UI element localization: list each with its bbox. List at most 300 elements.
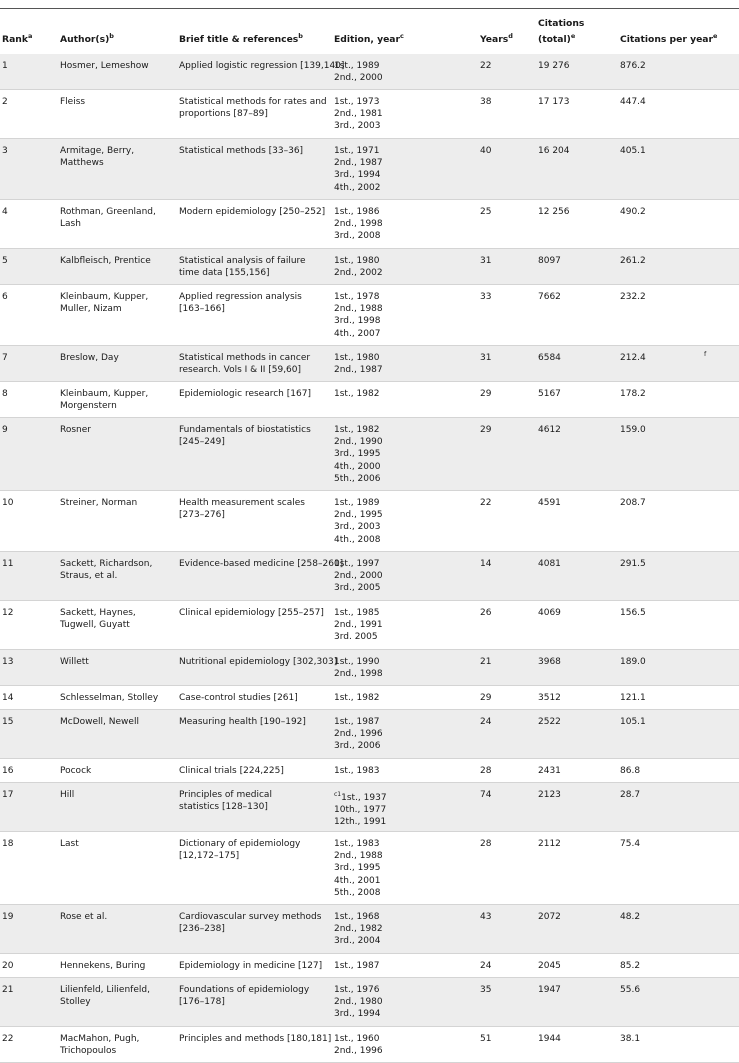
header-years-label: Years (480, 34, 509, 45)
edition-cell-line (334, 850, 383, 862)
years-cell: 31 (480, 256, 492, 266)
edition-text: 1st., 1980 (334, 353, 380, 363)
rank-cell: 12 (2, 608, 14, 618)
header-edition-note: c (400, 31, 404, 40)
table-row (0, 759, 739, 783)
title-cell (179, 96, 327, 120)
edition-cell-line (334, 182, 383, 194)
citations-total-cell: 17 173 (538, 97, 570, 107)
citations-per-year-cell: 48.2 (620, 912, 641, 922)
edition-cell (334, 497, 383, 546)
header-citations-line2: (total) (538, 34, 571, 45)
years-cell: 43 (480, 912, 492, 922)
edition-cell-line (334, 509, 383, 521)
header-citations-per-year (620, 30, 717, 46)
years-cell: 29 (480, 693, 492, 703)
edition-text: 1st., 1982 (334, 693, 380, 703)
citations-total-cell: 5167 (538, 389, 561, 399)
title-cell-line: Fundamentals of biostatistics (179, 425, 311, 435)
citations-per-year-cell: 86.8 (620, 766, 641, 776)
edition-text: 3rd., 2008 (334, 231, 381, 242)
citations-total-cell: 4612 (538, 425, 561, 435)
title-cell (179, 716, 306, 728)
edition-cell-line (334, 1008, 383, 1020)
header-edition-label: Edition, year (334, 34, 401, 45)
citations-total-cell: 4081 (538, 559, 561, 569)
header-cpy-label: Citations per year (620, 34, 714, 45)
edition-cell-line (334, 887, 383, 899)
edition-cell-line (334, 96, 383, 108)
edition-cell (334, 145, 383, 194)
citations-per-year-cell: 28.7 (620, 790, 641, 800)
edition-text: 2nd., 2000 (334, 73, 383, 84)
title-cell-line: Applied logistic regression [139,140] (179, 61, 345, 71)
edition-cell-line (334, 364, 383, 376)
edition-cell (334, 96, 383, 133)
header-citations-line1: Citations (538, 17, 585, 29)
title-cell-line: Evidence-based medicine [258–260] (179, 559, 344, 569)
authors-cell-line: Streiner, Norman (60, 498, 138, 508)
title-cell-line: Statistical methods [33–36] (179, 146, 304, 156)
edition-cell-line (334, 935, 383, 947)
citations-total-cell: 3968 (538, 657, 561, 667)
years-cell: 28 (480, 766, 492, 776)
edition-cell-line (334, 328, 383, 340)
header-title (179, 30, 303, 46)
edition-cell (334, 607, 383, 644)
edition-text: 1st., 1968 (334, 912, 380, 922)
title-cell-line: Health measurement scales (179, 498, 305, 508)
authors-cell-line: Muller, Nizam (60, 304, 122, 315)
authors-cell-line: Hill (60, 790, 75, 800)
citations-total-cell: 1944 (538, 1034, 561, 1044)
edition-text: 3rd., 2005 (334, 583, 381, 594)
rank-cell: 11 (2, 559, 14, 569)
title-cell-line: proportions [87–89] (179, 109, 268, 120)
edition-text: 2nd., 1990 (334, 437, 383, 448)
authors-cell (60, 497, 137, 509)
title-cell-line: Case-control studies [261] (179, 693, 298, 703)
table-row (0, 905, 739, 954)
table-row (0, 285, 739, 346)
citations-per-year-cell: 405.1 (620, 146, 646, 156)
rank-cell: 2 (2, 97, 8, 107)
edition-text: 1st., 1937 (341, 793, 387, 803)
edition-text: 4th., 2008 (334, 534, 381, 545)
authors-cell-line: MacMahon, Pugh, (60, 1034, 140, 1044)
title-cell-line: time data [155,156] (179, 268, 270, 279)
authors-cell-line: Kalbfleisch, Prentice (60, 256, 151, 266)
rank-cell: 21 (2, 985, 14, 995)
title-cell (179, 838, 300, 862)
edition-cell-line (334, 521, 383, 533)
title-cell-line: Principles and methods [180,181] (179, 1034, 332, 1044)
authors-cell (60, 838, 79, 850)
rank-cell: 16 (2, 766, 14, 776)
edition-cell (334, 291, 383, 340)
edition-text: 1st., 1980 (334, 256, 380, 266)
edition-cell-line (334, 558, 383, 570)
edition-text: 2nd., 1991 (334, 620, 383, 631)
citations-per-year-cell: 38.1 (620, 1034, 641, 1044)
edition-text: 5th., 2008 (334, 887, 381, 898)
authors-cell-line: Matthews (60, 158, 104, 169)
rank-cell: 15 (2, 717, 14, 727)
edition-cell (334, 656, 383, 680)
edition-text: 4th., 2000 (334, 461, 381, 472)
edition-cell-line (334, 230, 383, 242)
edition-cell-line (334, 108, 383, 120)
authors-cell-line: Hennekens, Buring (60, 961, 146, 971)
edition-text: 3rd., 1994 (334, 170, 381, 181)
table-row (0, 710, 739, 759)
title-cell-line: research. Vols I & II [59,60] (179, 365, 302, 376)
edition-cell (334, 1033, 383, 1057)
citations-per-year-cell: 189.0 (620, 657, 646, 667)
authors-cell-line: Fleiss (60, 97, 86, 107)
citations-total-cell: 12 256 (538, 207, 570, 217)
table-row (0, 783, 739, 832)
citations-total-cell: 3512 (538, 693, 561, 703)
title-cell-line: statistics [128–130] (179, 802, 268, 813)
edition-text: 3rd., 2003 (334, 121, 381, 132)
title-cell-line: [236–238] (179, 924, 225, 935)
table-row (0, 552, 739, 601)
title-cell (179, 352, 310, 376)
title-cell-line: [12,172–175] (179, 851, 240, 862)
edition-cell (334, 911, 383, 948)
edition-text: 1st., 1989 (334, 498, 380, 508)
edition-cell-line (334, 816, 387, 828)
authors-cell-line: Kleinbaum, Kupper, (60, 292, 149, 302)
authors-cell-line: Tugwell, Guyatt (60, 620, 130, 631)
title-cell (179, 984, 309, 1008)
edition-text: 4th., 2002 (334, 182, 381, 193)
edition-text: 10th., 1977 (334, 805, 387, 816)
citations-per-year-cell: 85.2 (620, 961, 641, 971)
authors-cell-line: Rosner (60, 425, 91, 435)
table-row (0, 382, 739, 418)
authors-cell (60, 558, 152, 582)
title-cell (179, 206, 325, 218)
years-cell: 35 (480, 985, 492, 995)
edition-text: 1st., 1990 (334, 657, 380, 667)
citations-total-cell: 2522 (538, 717, 561, 727)
authors-cell (60, 255, 151, 267)
edition-text: 2nd., 1998 (334, 219, 383, 230)
header-citations-note: e (570, 31, 576, 40)
edition-cell-line (334, 862, 383, 874)
citations-total-cell: 2072 (538, 912, 561, 922)
citations-per-year-cell: 232.2 (620, 292, 646, 302)
edition-cell-line (334, 570, 383, 582)
header-edition (334, 30, 404, 46)
edition-cell-line (334, 291, 383, 303)
edition-text: 1st., 1982 (334, 425, 380, 435)
authors-cell-line: Willett (60, 657, 89, 667)
edition-cell-line (334, 255, 383, 267)
rank-cell: 8 (2, 389, 8, 399)
citations-per-year-cell: 156.5 (620, 608, 646, 618)
edition-cell-line (334, 218, 383, 230)
authors-cell-line: Last (60, 839, 79, 849)
title-cell-line: [163–166] (179, 304, 225, 315)
citations-per-year-cell: 75.4 (620, 839, 641, 849)
years-cell: 21 (480, 657, 492, 667)
authors-cell (60, 984, 150, 1008)
title-cell (179, 291, 302, 315)
header-years (480, 30, 513, 46)
edition-cell-line (334, 1045, 383, 1057)
edition-text: 3rd. 2005 (334, 632, 378, 643)
table-row (0, 139, 739, 200)
authors-cell (60, 424, 91, 436)
title-cell (179, 1033, 331, 1045)
header-years-note: d (508, 31, 513, 40)
title-cell-line: Applied regression analysis (179, 292, 302, 302)
authors-cell (60, 145, 134, 169)
title-cell (179, 60, 344, 72)
citations-per-year-cell: 178.2 (620, 389, 646, 399)
years-cell: 29 (480, 425, 492, 435)
years-cell: 22 (480, 498, 492, 508)
edition-text: 2nd., 1998 (334, 669, 383, 680)
citations-per-year-cell: 447.4 (620, 97, 646, 107)
edition-text: 2nd., 1982 (334, 924, 383, 935)
table-row (0, 601, 739, 650)
authors-cell (60, 960, 145, 972)
citations-per-year-cell: 212.4 (620, 353, 646, 363)
table-row (0, 54, 739, 90)
citations-per-year-cell: 291.5 (620, 559, 646, 569)
rank-cell: 14 (2, 693, 14, 703)
authors-cell-line: McDowell, Newell (60, 717, 139, 727)
edition-cell-line (334, 436, 383, 448)
rank-cell: 17 (2, 790, 14, 800)
edition-text: 2nd., 1980 (334, 997, 383, 1008)
authors-cell (60, 716, 139, 728)
citations-per-year-cell: 121.1 (620, 693, 646, 703)
authors-cell-line: Armitage, Berry, (60, 146, 135, 156)
edition-text: 1st., 1976 (334, 985, 380, 995)
title-cell (179, 960, 322, 972)
citations-per-year-cell: 490.2 (620, 207, 646, 217)
authors-cell-line: Trichopoulos (60, 1046, 117, 1057)
rank-cell: 13 (2, 657, 14, 667)
edition-cell-line (334, 169, 383, 181)
table-row (0, 346, 739, 382)
authors-cell (60, 291, 148, 315)
title-cell-line: [273–276] (179, 510, 225, 521)
edition-cell-line (334, 534, 383, 546)
title-cell-line: [176–178] (179, 997, 225, 1008)
title-cell (179, 497, 305, 521)
title-cell-line: Statistical analysis of failure (179, 256, 306, 266)
years-cell: 51 (480, 1034, 492, 1044)
edition-text: 1st., 1978 (334, 292, 380, 302)
authors-cell (60, 388, 148, 412)
edition-text: 2nd., 2000 (334, 571, 383, 582)
title-cell-line: Statistical methods for rates and (179, 97, 327, 107)
header-authors-note: b (109, 31, 114, 40)
edition-text: 1st., 1983 (334, 839, 380, 849)
edition-text: 3rd., 2003 (334, 522, 381, 533)
edition-cell-line (334, 473, 383, 485)
table-row (0, 686, 739, 710)
authors-cell (60, 352, 119, 364)
rank-cell: 18 (2, 839, 14, 849)
edition-text: 1st., 1987 (334, 717, 380, 727)
title-cell (179, 388, 311, 400)
edition-cell-line (334, 267, 383, 279)
edition-cell (334, 960, 379, 972)
title-cell (179, 656, 337, 668)
edition-text: 5th., 2006 (334, 473, 381, 484)
title-cell (179, 789, 272, 813)
edition-cell-line (334, 315, 383, 327)
edition-cell-line (334, 424, 383, 436)
table-row (0, 90, 739, 139)
edition-cell-line (334, 656, 383, 668)
citations-total-cell: 1947 (538, 985, 561, 995)
citations-per-year-cell: 159.0 (620, 425, 646, 435)
citations-per-year-cell: 261.2 (620, 256, 646, 266)
title-cell-line: Clinical epidemiology [255–257] (179, 608, 324, 618)
authors-cell-line: Schlesselman, Stolley (60, 693, 159, 703)
authors-cell (60, 1033, 139, 1057)
table-row (0, 491, 739, 552)
title-cell-line: Dictionary of epidemiology (179, 839, 301, 849)
title-cell (179, 607, 324, 619)
edition-cell-line (334, 668, 383, 680)
edition-cell-line (334, 875, 383, 887)
years-cell: 22 (480, 61, 492, 71)
rank-cell: 6 (2, 292, 8, 302)
edition-cell-line (334, 960, 379, 972)
rank-cell: 9 (2, 425, 8, 435)
authors-cell (60, 60, 149, 72)
authors-cell-line: Stolley (60, 997, 91, 1008)
edition-cell-line (334, 145, 383, 157)
rank-cell: 19 (2, 912, 14, 922)
edition-cell (334, 716, 383, 753)
header-rank-label: Rank (2, 34, 28, 45)
edition-text: 1st., 1960 (334, 1034, 380, 1044)
citations-total-cell: 2123 (538, 790, 561, 800)
edition-cell-line (334, 157, 383, 169)
header-citations (538, 18, 584, 46)
authors-cell-line: Hosmer, Lemeshow (60, 61, 149, 71)
edition-text: 2nd., 1988 (334, 304, 383, 315)
title-cell (179, 911, 321, 935)
edition-text: 2nd., 1995 (334, 510, 383, 521)
years-cell: 26 (480, 608, 492, 618)
citations-total-cell: 4069 (538, 608, 561, 618)
edition-text: 3rd., 2004 (334, 936, 381, 947)
edition-cell-line (334, 607, 383, 619)
rank-cell: 7 (2, 353, 8, 363)
edition-cell-line (334, 206, 383, 218)
footnote-mark: f (704, 350, 707, 358)
edition-cell-line (334, 984, 383, 996)
edition-text: 2nd., 1996 (334, 729, 383, 740)
citations-per-year-cell: 55.6 (620, 985, 641, 995)
table-row (0, 1027, 739, 1063)
edition-cell (334, 838, 383, 899)
edition-cell-line (334, 838, 383, 850)
years-cell: 38 (480, 97, 492, 107)
authors-cell (60, 911, 107, 923)
edition-cell (334, 984, 383, 1021)
years-cell: 24 (480, 717, 492, 727)
authors-cell (60, 765, 91, 777)
years-cell: 40 (480, 146, 492, 156)
title-cell-line: Epidemiologic research [167] (179, 389, 311, 399)
edition-text: 1st., 1985 (334, 608, 380, 618)
edition-text: 1st., 1971 (334, 146, 380, 156)
edition-cell-line (334, 692, 379, 704)
edition-cell (334, 60, 383, 84)
title-cell-line: Clinical trials [224,225] (179, 766, 284, 776)
header-title-note: b (298, 31, 303, 40)
table-header (0, 9, 739, 55)
citations-per-year-cell: 208.7 (620, 498, 646, 508)
authors-cell (60, 96, 85, 108)
edition-text: 3rd., 2006 (334, 741, 381, 752)
edition-cell-line (334, 120, 383, 132)
edition-text: 1st., 1986 (334, 207, 380, 217)
edition-text: 3rd., 1995 (334, 449, 381, 460)
edition-text: 2nd., 1987 (334, 365, 383, 376)
table-row (0, 418, 739, 491)
edition-cell-line (334, 582, 383, 594)
title-cell-line: Modern epidemiology [250–252] (179, 207, 326, 217)
rank-cell: 3 (2, 146, 8, 156)
edition-cell (334, 558, 383, 595)
edition-cell-line (334, 461, 383, 473)
edition-text: 1st., 1989 (334, 61, 380, 71)
authors-cell-line: Breslow, Day (60, 353, 119, 363)
citations-total-cell: 8097 (538, 256, 561, 266)
edition-text: 4th., 2007 (334, 328, 381, 339)
title-cell-line: [245–249] (179, 437, 225, 448)
title-cell-line: Measuring health [190–192] (179, 717, 306, 727)
edition-text: 3rd., 1995 (334, 863, 381, 874)
edition-cell-line (334, 1033, 383, 1045)
years-cell: 28 (480, 839, 492, 849)
header-rank-note: a (27, 31, 33, 40)
edition-cell-line (334, 352, 383, 364)
edition-cell-line (334, 911, 383, 923)
authors-cell (60, 692, 158, 704)
citations-total-cell: 2431 (538, 766, 561, 776)
citations-total-cell: 6584 (538, 353, 561, 363)
edition-cell (334, 692, 379, 704)
edition-text: 2nd., 2002 (334, 268, 383, 279)
edition-cell-line (334, 804, 387, 816)
edition-note: c1 (334, 791, 342, 798)
title-cell-line: Cardiovascular survey methods (179, 912, 322, 922)
citations-per-year-cell: 876.2 (620, 61, 646, 71)
authors-cell-line: Sackett, Haynes, (60, 608, 136, 618)
edition-cell-line (334, 631, 383, 643)
authors-cell-line: Rothman, Greenland, (60, 207, 156, 217)
edition-cell-line (334, 303, 383, 315)
edition-text: 1st., 1983 (334, 766, 380, 776)
rank-cell: 5 (2, 256, 8, 266)
authors-cell-line: Straus, et al. (60, 571, 118, 582)
title-cell (179, 145, 303, 157)
